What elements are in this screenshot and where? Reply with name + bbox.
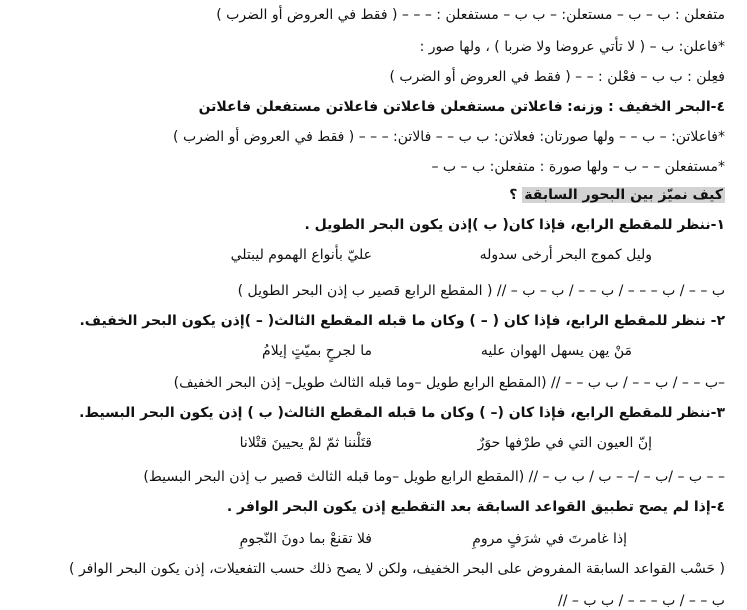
- rule-4: ٤-إذا لم يصح تطبيق القواعد السابقة بعد التقطيع إذن يكون البحر الوافر .: [226, 499, 725, 515]
- example-4-left-hemistich: فلا تقنعْ بما دونَ النّجومِ: [239, 531, 372, 547]
- example-2-left-hemistich: ما لجرحٍ بميّتٍ إيلامُ: [262, 343, 372, 359]
- example-2-scansion: –ب – – / ب – – / ب ب – – // (المقطع الرابع طويل –وما قبله الثالث طويل– إذن البحر الخفيف): [173, 375, 725, 391]
- rule-2: ٢- ننظر للمقطع الرابع، فإذا كان ( – ) وكان ما قبله المقطع الثالث( – )إذن يكون البحر الخفيف.: [79, 313, 725, 329]
- example-2-right-hemistich: مَنْ يهن يسهل الهوان عليه: [480, 343, 632, 359]
- example-1-scansion: ب – – / ب – – – / ب – – / ب – ب – // ( المقطع الرابع قصير ب إذن البحر الطويل ): [237, 283, 725, 299]
- example-1-right-hemistich: وليل كموج البحر أرخى سدوله: [479, 247, 652, 263]
- example-4-right-hemistich: إذا غامرتَ في شرَفٍ مرومِ: [472, 531, 627, 547]
- failatun-variants-line: *فاعلاتن: – ب – – ولها صورتان: فعلاتن: ب ب – – فالاتن: – – – ( فقط في العروض أو الضرب ): [173, 129, 725, 145]
- example-3-right-hemistich: إنّ العيون التي في طرْفها حوَرٌ: [477, 435, 652, 451]
- mustafilan-variants-line: متفعلن : ب – ب – مستعلن: – ب ب – مستفعلن : – – – ( فقط في العروض أو الضرب ): [216, 7, 725, 23]
- example-3-left-hemistich: قتَلْننا ثمّ لمْ يحيينَ قتْلانا: [239, 435, 372, 451]
- failun-variants-line: فعِلن : ب ب – فعْلن : – – ( فقط في العروض أو الضرب ): [389, 69, 725, 85]
- failun-note-line: *فاعلن: ب – ( لا تأتي عروضا ولا ضربا ) ، ولها صور :: [419, 39, 725, 55]
- section-question: [509, 186, 725, 204]
- rule-3: ٣-ننظر للمقطع الرابع، فإذا كان (– ) وكان ما قبله المقطع الثالث( ب ) إذن يكون البحر البسيط.: [79, 405, 725, 421]
- khafif-meter: فاعلاتن مستفعلن فاعلاتن فاعلاتن مستفعلن فاعلاتن: [198, 99, 563, 115]
- example-4-note: ( حَسْب القواعد السابقة المفروض على البحر الخفيف، ولكن لا يصح ذلك حسب التفعيلات، إذن يكون البحر الوافر ): [69, 561, 725, 577]
- khafif-heading-label: ٤-البحر الخفيف : وزنه:: [567, 99, 725, 115]
- khafif-heading-line: [199, 98, 725, 116]
- section-question-highlight: كيف نميّز بين البحور السابقة: [524, 187, 723, 203]
- example-4-scansion: ب – – / ب – – – / ب ب – //: [558, 593, 725, 609]
- example-1-left-hemistich: عليّ بأنواع الهموم ليبتلي: [230, 247, 372, 263]
- example-3-scansion: – – ب – /ب – /– – ب / ب ب – // (المقطع الرابع طويل –وما قبله الثالث قصير ب إذن البحر البسيط): [143, 469, 725, 485]
- question-mark: ؟: [509, 187, 523, 203]
- mustafilan-khafif-line: *مستفعلن – – ب – ولها صورة : متفعلن: ب – ب –: [431, 159, 725, 175]
- rule-1: ١-ننظر للمقطع الرابع، فإذا كان( ب )إذن يكون البحر الطويل .: [304, 217, 725, 233]
